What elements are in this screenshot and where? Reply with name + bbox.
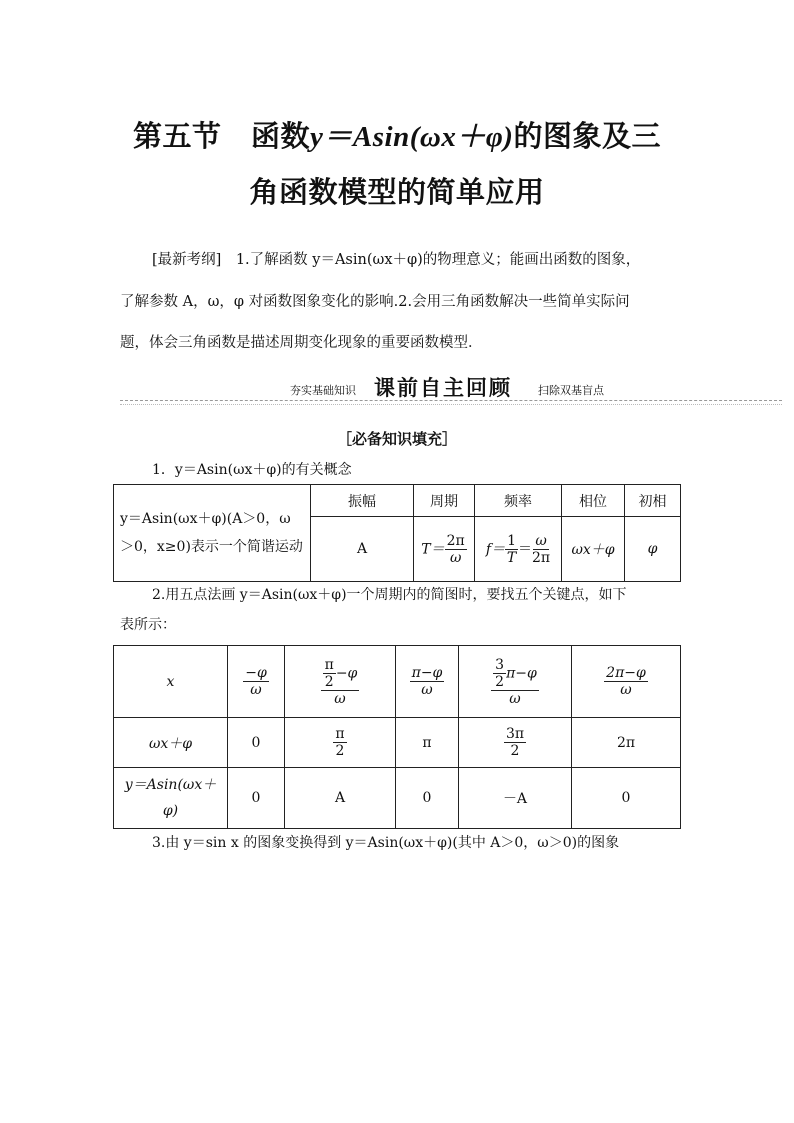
period-prefix: T＝ (421, 541, 445, 557)
x4-three: 3 (495, 656, 505, 673)
frequency-value (475, 517, 562, 582)
x2-den: ω (334, 690, 346, 707)
x1-fraction (243, 665, 269, 698)
x2-fraction (321, 657, 360, 707)
y-cell-4: －A (459, 768, 572, 829)
intro-line2: 了解参数 A，ω，φ 对函数图象变化的影响.2.会用三角函数解决一些简单实际问 (120, 294, 630, 310)
title-formula: y＝Asin(ωx＋φ) (310, 121, 514, 153)
x2-pi: π (324, 656, 334, 673)
phase2-num: π (335, 726, 345, 742)
item2-line2: 表所示： (120, 617, 176, 633)
freq-den1: T (506, 549, 517, 566)
phase-cell-1: 0 (228, 718, 285, 768)
freq-num1: 1 (507, 532, 516, 549)
item1-heading: 1．y＝Asin(ωx＋φ)的有关概念 (152, 462, 352, 478)
row-x-label: x (114, 646, 228, 718)
freq-den2: 2π (532, 549, 551, 566)
x2-num (321, 657, 360, 691)
header-amplitude: 振幅 (311, 485, 414, 517)
x-cell-1 (228, 646, 285, 718)
freq-prefix: f＝ (485, 541, 506, 557)
row-y-label: y＝Asin(ωx＋φ) (114, 768, 228, 829)
x-cell-2 (285, 646, 396, 718)
header-initial-phase: 初相 (625, 485, 681, 517)
freq-fraction-2 (532, 533, 550, 566)
phase2-den: 2 (335, 743, 345, 759)
x2-two: 2 (324, 673, 334, 690)
x4-fraction (491, 657, 539, 707)
x1-den: ω (250, 682, 262, 698)
x4-two: 2 (495, 673, 505, 690)
y-cell-5: 0 (572, 768, 681, 829)
row-phase-label: ωx＋φ (114, 718, 228, 768)
phase-cell-3: π (396, 718, 459, 768)
freq-eq: ＝ (518, 541, 532, 557)
title-prefix: 第五节 函数 (133, 119, 311, 153)
x1-num: −φ (245, 665, 267, 681)
period-num: 2π (446, 532, 465, 549)
x4-pi-minus-phi: π−φ (506, 665, 537, 681)
x2-minus-phi: −φ (335, 665, 358, 681)
phase4-fraction (504, 726, 526, 759)
initial-phase-value: φ (625, 517, 681, 582)
page-title-line2: 角函数模型的简单应用 (249, 175, 545, 209)
phase-value: ωx＋φ (562, 517, 625, 582)
page-title-line1 (0, 114, 794, 155)
x5-num: 2π−φ (606, 665, 646, 681)
five-point-table (113, 645, 681, 829)
x-cell-5 (572, 646, 681, 718)
phase4-num: 3π (505, 726, 525, 742)
x4-den: ω (509, 690, 521, 707)
y-cell-2: A (285, 768, 396, 829)
x3-den: ω (421, 682, 433, 698)
phase2-fraction (333, 726, 346, 759)
x3-fraction (410, 665, 445, 698)
x-cell-3 (396, 646, 459, 718)
x4-inner-fraction (493, 657, 506, 690)
header-phase: 相位 (562, 485, 625, 517)
section-title: ［必备知识填充］ (336, 430, 457, 448)
y-cell-3: 0 (396, 768, 459, 829)
intro-line3: 题，体会三角函数是描述周期变化现象的重要函数模型． (120, 335, 483, 351)
header-period: 周期 (414, 485, 475, 517)
period-den: ω (449, 549, 462, 566)
period-fraction (445, 533, 467, 566)
phase-cell-2 (285, 718, 396, 768)
banner-right-text: 扫除双基盲点 (538, 384, 604, 397)
concept-table (113, 484, 681, 582)
intro-line1: [最新考纲] 1.了解函数 y＝Asin(ωx＋φ)的物理意义；能画出函数的图象， (152, 252, 641, 268)
x2-inner-fraction (323, 657, 336, 690)
freq-fraction-1 (505, 533, 518, 566)
x5-fraction (604, 665, 648, 698)
phase4-den: 2 (510, 743, 520, 759)
x3-num: π−φ (411, 665, 443, 681)
x-cell-4 (459, 646, 572, 718)
freq-num2: ω (535, 532, 547, 549)
item2-line1: 2.用五点法画 y＝Asin(ωx＋φ)一个周期内的简图时，要找五个关键点，如下 (152, 587, 627, 603)
item3-line: 3.由 y＝sin x 的图象变换得到 y＝Asin(ωx＋φ)(其中 A＞0，ω＞0)的图象 (152, 835, 620, 851)
banner-title: 课前自主回顾 (374, 376, 512, 400)
x5-den: ω (620, 682, 632, 698)
y-cell-1: 0 (228, 768, 285, 829)
phase-cell-4 (459, 718, 572, 768)
concept-desc: y＝Asin(ωx＋φ)(A＞0，ω＞0，x≥0)表示一个简谐运动 (114, 485, 311, 582)
section-banner (120, 372, 782, 408)
banner-divider (120, 400, 782, 401)
title-suffix: 的图象及三 (513, 119, 661, 153)
banner-left-text: 夯实基础知识 (290, 384, 356, 397)
phase-cell-5: 2π (572, 718, 681, 768)
period-value (414, 517, 475, 582)
amplitude-value: A (311, 517, 414, 582)
x4-num (491, 657, 539, 691)
header-frequency: 频率 (475, 485, 562, 517)
banner-divider-2 (120, 404, 782, 405)
